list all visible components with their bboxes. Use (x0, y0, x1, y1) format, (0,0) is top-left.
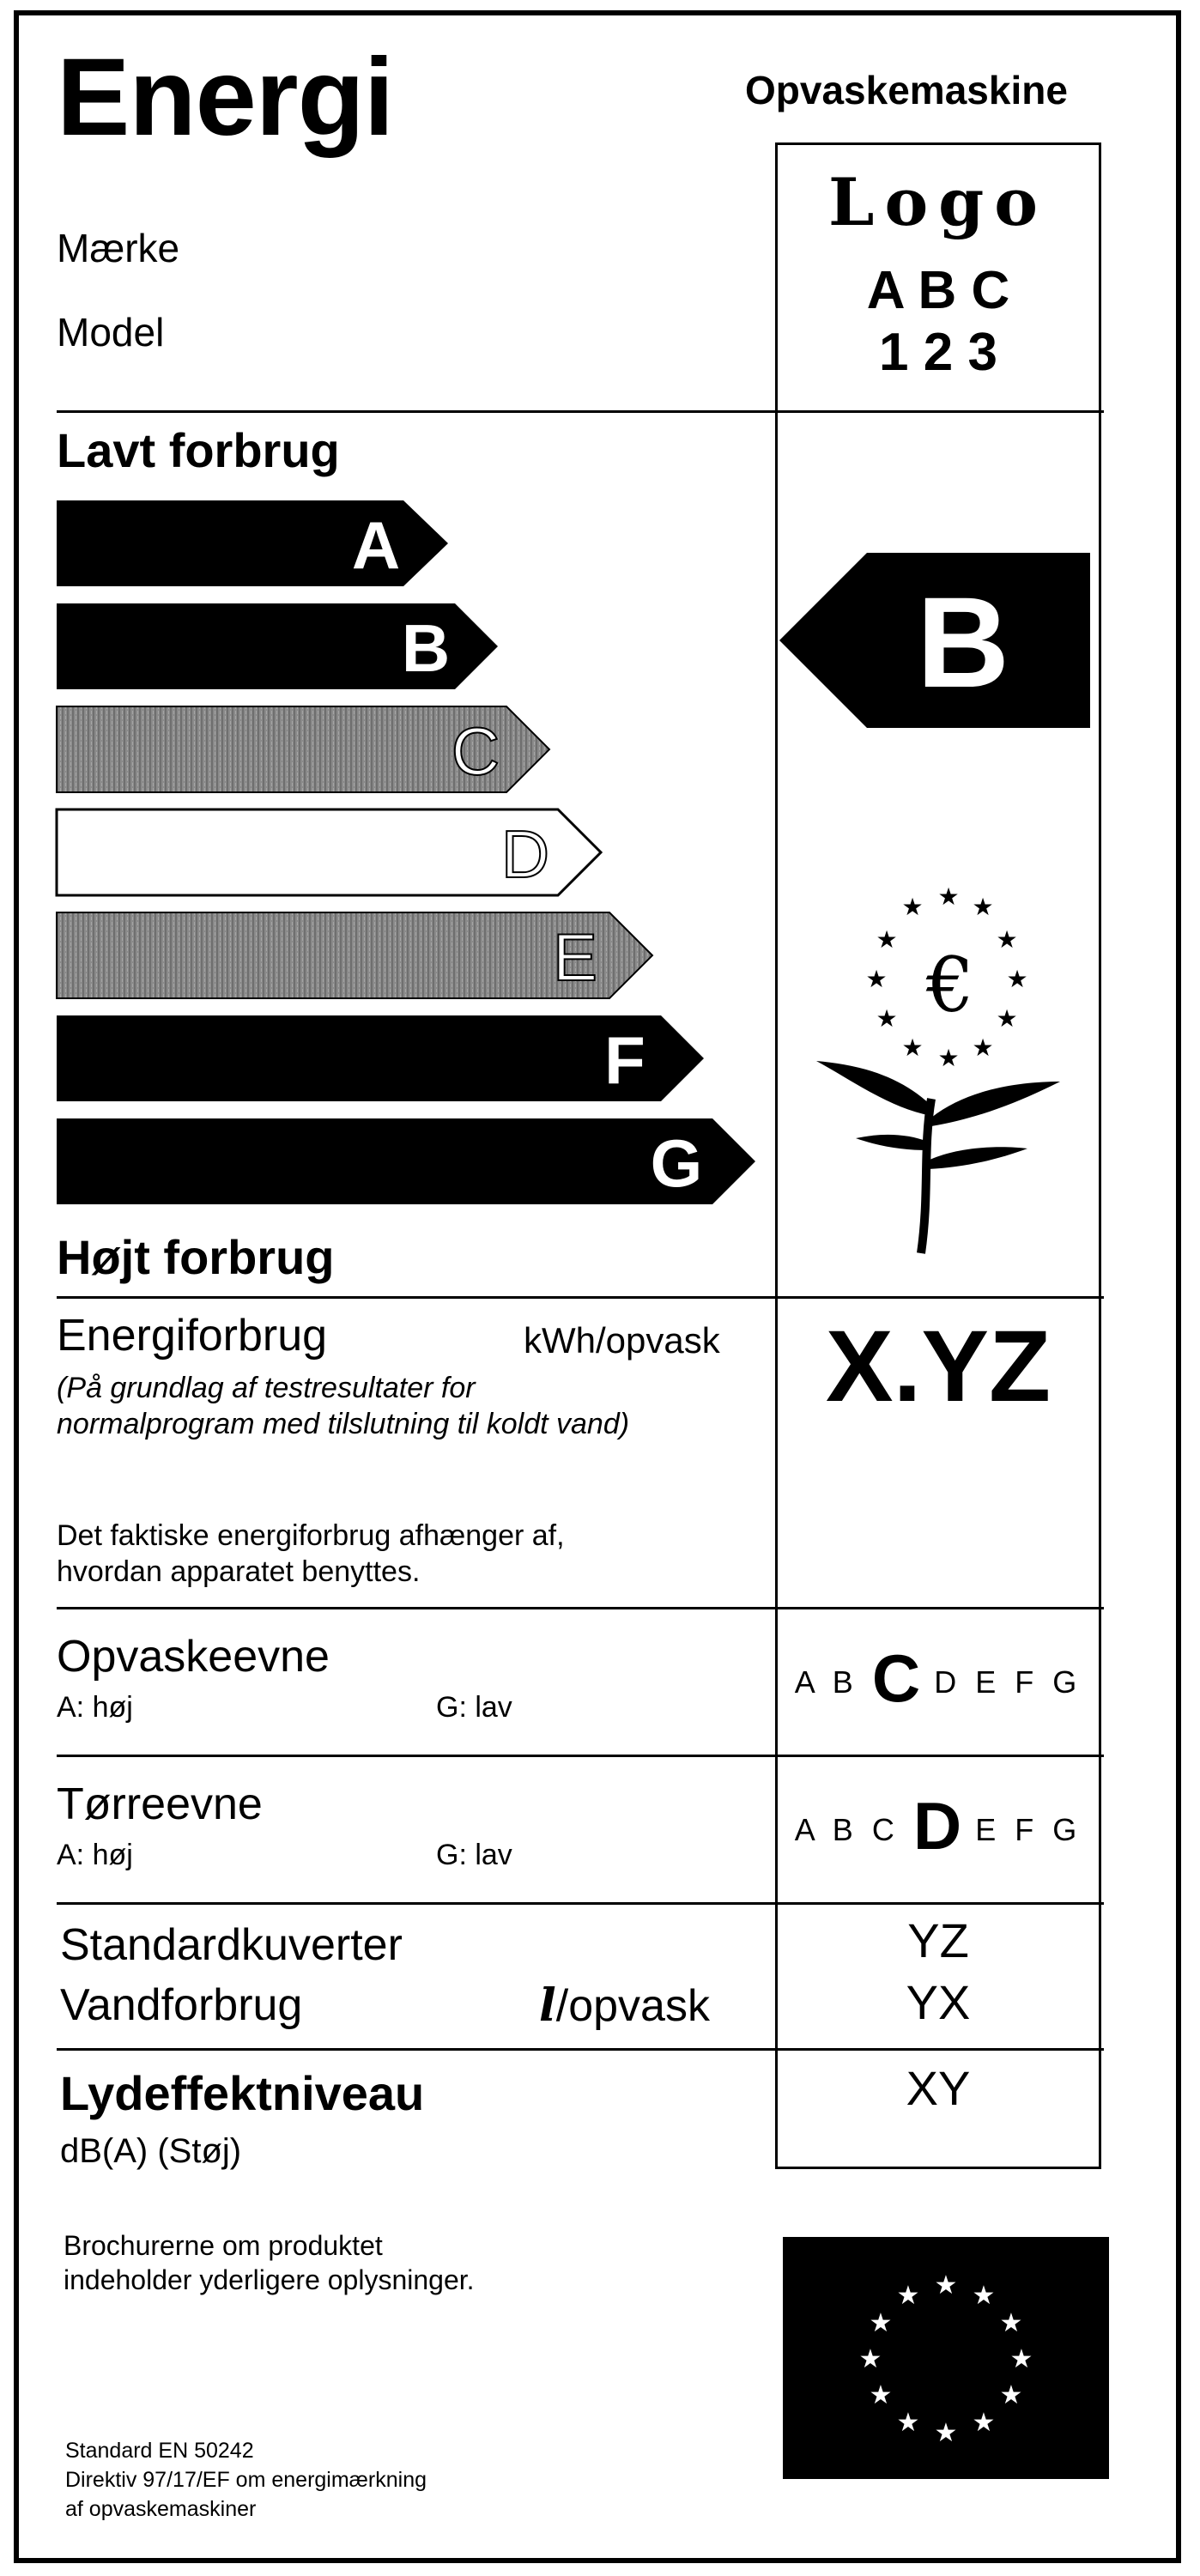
svg-text:★: ★ (972, 2281, 996, 2311)
water-unit (539, 1979, 710, 2032)
divider (57, 1755, 1104, 1757)
svg-text:★: ★ (972, 2408, 996, 2438)
energy-value: X.YZ (825, 1310, 1052, 1423)
logo-box (775, 142, 1101, 410)
svg-text:★: ★ (972, 1033, 994, 1062)
water-value: YX (906, 1975, 971, 2029)
washing-scale-before: A B (794, 1664, 858, 1700)
directive-line-2: af opvaskemaskiner (65, 2497, 257, 2521)
appliance-type: Opvaskemaskine (745, 68, 1068, 112)
svg-text:★: ★ (858, 2344, 882, 2374)
svg-text:★: ★ (901, 893, 924, 921)
scale-top-label: Lavt forbrug (57, 423, 340, 477)
eu-flower-icon (803, 884, 1086, 1288)
divider (57, 1902, 1104, 1905)
drying-scale-before: A B C (794, 1812, 900, 1847)
class-bar-c (57, 706, 549, 792)
capacity-value: YZ (907, 1913, 969, 1967)
energy-actual-2: hvordan apparatet benyttes. (57, 1555, 421, 1588)
svg-text:★: ★ (876, 925, 898, 954)
class-bar-g (57, 1118, 755, 1204)
drying-high: G: lav (436, 1839, 512, 1871)
label-title: Energi (57, 36, 394, 159)
logo-line2: A B C (866, 261, 1010, 320)
brochure-line-2: indeholder yderligere oplysninger. (64, 2264, 475, 2295)
svg-text:★: ★ (972, 893, 994, 921)
rating-letter: B (916, 570, 1010, 714)
svg-text:★: ★ (937, 1044, 960, 1072)
noise-value: XY (906, 2061, 971, 2115)
class-bar-f (57, 1015, 704, 1101)
drying-label: Tørreevne (57, 1779, 263, 1829)
divider (57, 410, 1104, 413)
capacity-label: Standardkuverter (60, 1920, 403, 1970)
svg-text:★: ★ (996, 925, 1018, 954)
class-c-label: C (451, 713, 500, 789)
drying-low: A: høj (57, 1839, 133, 1871)
class-g-label: G (650, 1125, 703, 1201)
washing-scale (775, 1640, 1101, 1718)
noise-unit: dB(A) (Støj) (60, 2132, 242, 2170)
class-e-label: E (552, 919, 598, 995)
drying-scale (775, 1787, 1101, 1865)
directive-line-1: Direktiv 97/17/EF om energimærkning (65, 2468, 427, 2492)
divider (57, 1607, 1104, 1609)
divider (57, 1296, 1104, 1299)
class-bar-d (57, 809, 601, 895)
svg-text:★: ★ (896, 2281, 920, 2311)
svg-text:★: ★ (934, 2270, 958, 2300)
model-label: Model (57, 310, 165, 355)
logo-word: Logo (828, 164, 1048, 240)
svg-text:★: ★ (999, 2380, 1023, 2410)
washing-scale-after: D E F G (934, 1664, 1082, 1700)
washing-low: A: høj (57, 1691, 133, 1724)
svg-text:★: ★ (996, 1004, 1018, 1033)
svg-text:★: ★ (1009, 2344, 1033, 2374)
svg-text:★: ★ (937, 884, 960, 911)
class-bar-e (57, 912, 652, 998)
energy-scale (52, 494, 773, 1223)
water-unit-text: /opvask (555, 1981, 710, 2031)
svg-text:★: ★ (999, 2308, 1023, 2338)
class-f-label: F (604, 1022, 645, 1098)
water-label: Vandforbrug (60, 1980, 303, 2030)
drying-scale-after: E F G (975, 1812, 1082, 1847)
svg-text:★: ★ (865, 965, 888, 993)
energy-note-2: normalprogram med tilslutning til koldt vand) (57, 1408, 630, 1440)
brand-label: Mærke (57, 226, 180, 270)
class-bar-a (57, 500, 448, 586)
divider (57, 2048, 1104, 2051)
divider (775, 2167, 1101, 2169)
energy-unit: kWh/opvask (524, 1320, 720, 1361)
svg-text:★: ★ (896, 2408, 920, 2438)
litre-symbol: l (539, 1979, 556, 2032)
standard-text: Standard EN 50242 (65, 2439, 254, 2463)
logo-line3: 1 2 3 (879, 323, 997, 382)
svg-text:★: ★ (869, 2308, 893, 2338)
class-bar-b (57, 603, 498, 689)
svg-text:★: ★ (1006, 965, 1028, 993)
svg-text:★: ★ (934, 2418, 958, 2448)
washing-selected: C (871, 1640, 921, 1716)
class-d-label: D (500, 816, 550, 892)
svg-text:★: ★ (869, 2380, 893, 2410)
svg-text:★: ★ (901, 1033, 924, 1062)
washing-high: G: lav (436, 1691, 512, 1724)
brochure-line-1: Brochurerne om produktet (64, 2230, 383, 2261)
drying-selected: D (912, 1788, 962, 1864)
energy-actual-1: Det faktiske energiforbrug afhænger af, (57, 1519, 565, 1552)
energy-note-1: (På grundlag af testresultater for (57, 1372, 476, 1404)
scale-bottom-label: Højt forbrug (57, 1230, 335, 1284)
svg-text:€: € (926, 941, 974, 1029)
class-a-label: A (351, 507, 401, 583)
noise-label: Lydeffektniveau (60, 2066, 425, 2120)
rating-arrow (773, 549, 1099, 738)
eu-flag-icon (783, 2237, 1109, 2479)
washing-label: Opvaskeevne (57, 1632, 330, 1682)
energy-label: Energiforbrug (57, 1311, 328, 1361)
class-b-label: B (401, 610, 451, 686)
svg-text:★: ★ (876, 1004, 898, 1033)
